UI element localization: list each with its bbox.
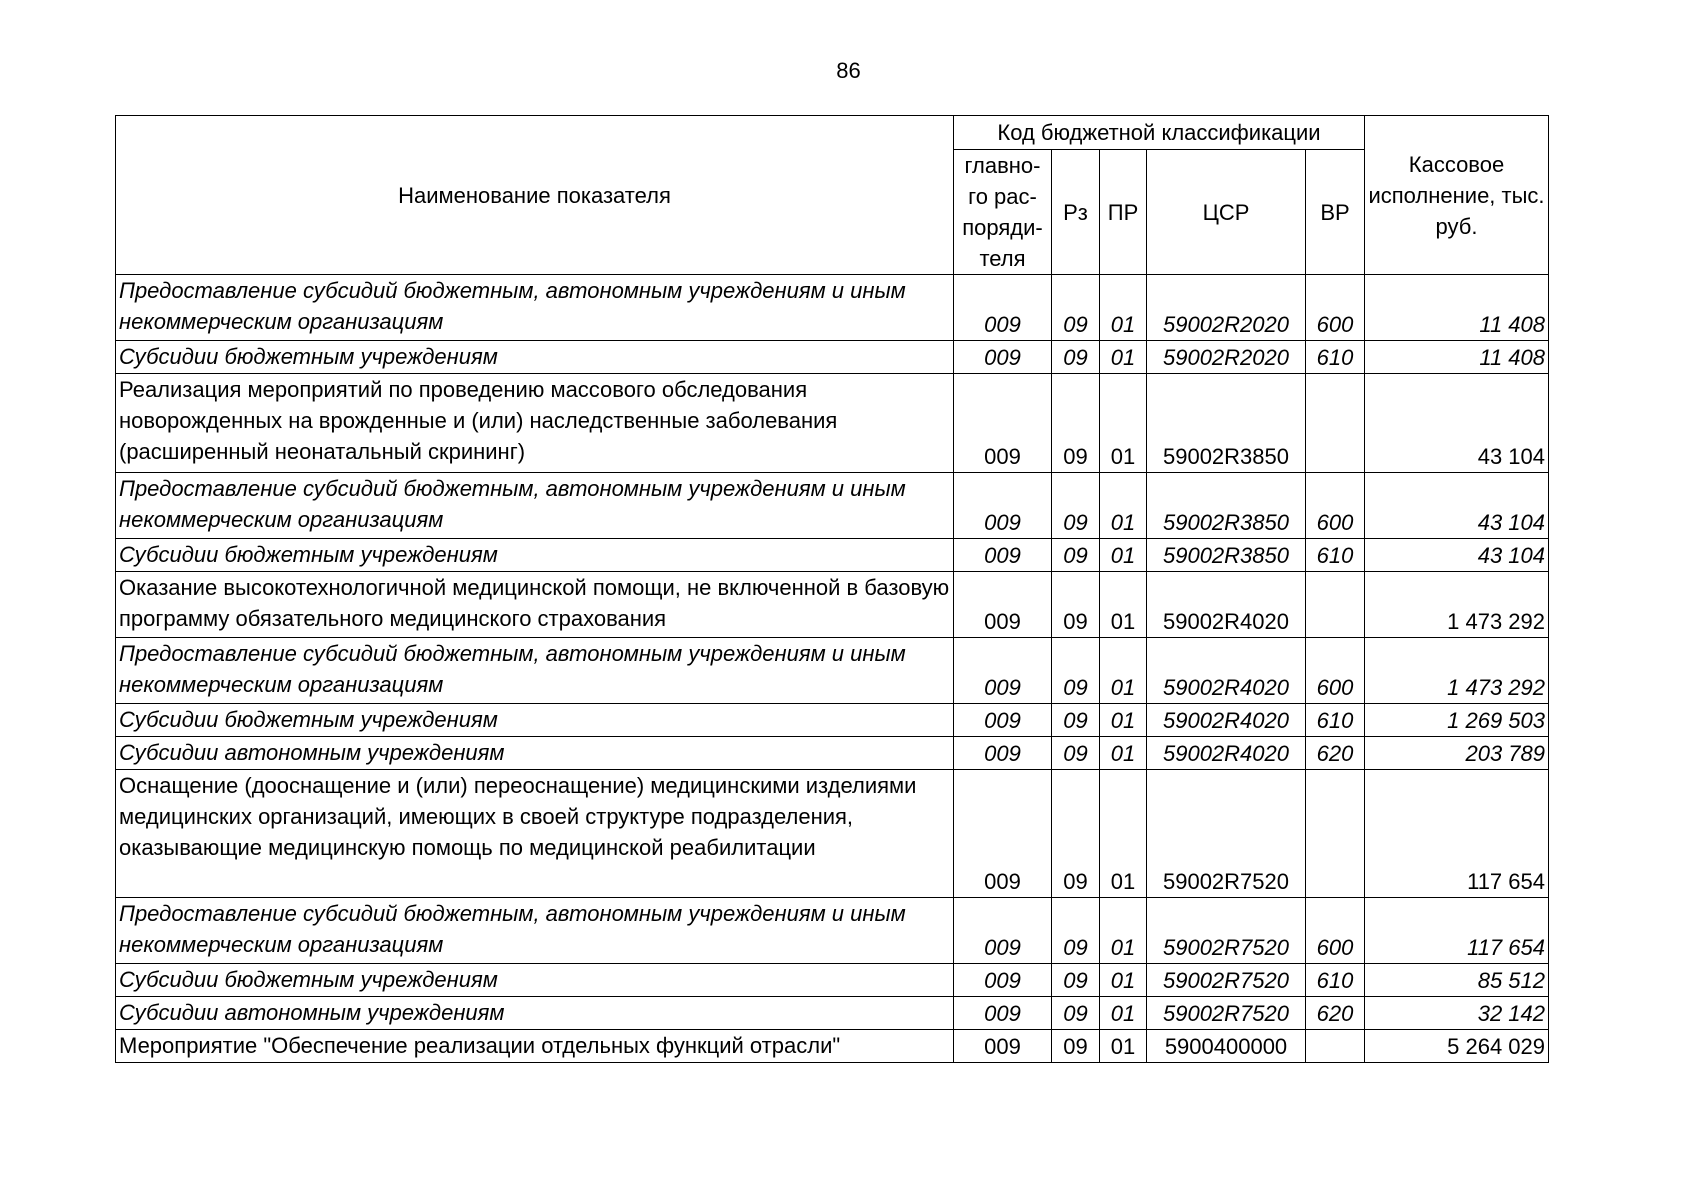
table-header — [116, 116, 1549, 275]
cell-csr: 59002R3850 — [1147, 473, 1306, 539]
cell-amount: 43 104 — [1365, 374, 1549, 473]
cell-name: Субсидии бюджетным учреждениям — [116, 704, 954, 737]
cell-pr: 01 — [1100, 898, 1147, 964]
cell-name: Предоставление субсидий бюджетным, автономным учреждениям и иным некоммерческим организациям — [116, 473, 954, 539]
cell-pr: 01 — [1100, 770, 1147, 898]
cell-pr: 01 — [1100, 964, 1147, 997]
cell-vr: 610 — [1306, 704, 1365, 737]
cell-csr: 59002R7520 — [1147, 770, 1306, 898]
table-row — [116, 737, 1549, 770]
cell-rz: 09 — [1052, 737, 1100, 770]
cell-csr: 59002R4020 — [1147, 638, 1306, 704]
header-classification: Код бюджетной классификации — [954, 116, 1365, 150]
cell-rz: 09 — [1052, 898, 1100, 964]
cell-rz: 09 — [1052, 473, 1100, 539]
header-amount: Кассовое исполнение, тыс. руб. — [1365, 116, 1549, 275]
cell-csr: 59002R4020 — [1147, 704, 1306, 737]
cell-vr: 610 — [1306, 539, 1365, 572]
table-row — [116, 704, 1549, 737]
header-rz: Рз — [1052, 150, 1100, 275]
cell-name: Оказание высокотехнологичной медицинской помощи, не включенной в базовую программу обязательного медицинского страхования — [116, 572, 954, 638]
cell-pr: 01 — [1100, 275, 1147, 341]
header-pr: ПР — [1100, 150, 1147, 275]
cell-name: Субсидии автономным учреждениям — [116, 997, 954, 1030]
cell-vr — [1306, 770, 1365, 898]
cell-vr — [1306, 374, 1365, 473]
cell-csr: 59002R7520 — [1147, 964, 1306, 997]
cell-csr: 59002R7520 — [1147, 898, 1306, 964]
cell-name: Предоставление субсидий бюджетным, автономным учреждениям и иным некоммерческим организациям — [116, 638, 954, 704]
table-body — [116, 275, 1549, 1063]
cell-amount: 1 269 503 — [1365, 704, 1549, 737]
cell-amount: 43 104 — [1365, 473, 1549, 539]
cell-amount: 11 408 — [1365, 341, 1549, 374]
cell-csr: 59002R3850 — [1147, 539, 1306, 572]
cell-vr: 620 — [1306, 997, 1365, 1030]
cell-csr: 59002R2020 — [1147, 341, 1306, 374]
cell-pr: 01 — [1100, 704, 1147, 737]
cell-vr: 620 — [1306, 737, 1365, 770]
cell-amount: 43 104 — [1365, 539, 1549, 572]
cell-csr: 5900400000 — [1147, 1030, 1306, 1063]
cell-amount: 85 512 — [1365, 964, 1549, 997]
cell-pr: 01 — [1100, 341, 1147, 374]
cell-amount: 5 264 029 — [1365, 1030, 1549, 1063]
cell-vr: 600 — [1306, 275, 1365, 341]
table-row — [116, 638, 1549, 704]
cell-csr: 59002R4020 — [1147, 737, 1306, 770]
page-number: 86 — [836, 58, 861, 83]
cell-grbs: 009 — [954, 964, 1052, 997]
cell-grbs: 009 — [954, 737, 1052, 770]
cell-pr: 01 — [1100, 374, 1147, 473]
table-row — [116, 539, 1549, 572]
cell-csr: 59002R2020 — [1147, 275, 1306, 341]
cell-pr: 01 — [1100, 539, 1147, 572]
cell-rz: 09 — [1052, 997, 1100, 1030]
cell-rz: 09 — [1052, 704, 1100, 737]
cell-amount: 117 654 — [1365, 898, 1549, 964]
budget-table — [115, 115, 1549, 1063]
cell-csr: 59002R7520 — [1147, 997, 1306, 1030]
cell-rz: 09 — [1052, 275, 1100, 341]
cell-grbs: 009 — [954, 341, 1052, 374]
cell-name: Субсидии бюджетным учреждениям — [116, 539, 954, 572]
cell-grbs: 009 — [954, 638, 1052, 704]
cell-pr: 01 — [1100, 1030, 1147, 1063]
table-row — [116, 1030, 1549, 1063]
cell-amount: 11 408 — [1365, 275, 1549, 341]
cell-amount: 32 142 — [1365, 997, 1549, 1030]
cell-amount: 1 473 292 — [1365, 638, 1549, 704]
cell-vr: 610 — [1306, 341, 1365, 374]
table-row — [116, 341, 1549, 374]
cell-amount: 1 473 292 — [1365, 572, 1549, 638]
cell-grbs: 009 — [954, 770, 1052, 898]
cell-pr: 01 — [1100, 572, 1147, 638]
cell-rz: 09 — [1052, 572, 1100, 638]
cell-vr: 600 — [1306, 898, 1365, 964]
cell-name: Субсидии автономным учреждениям — [116, 737, 954, 770]
header-vr: ВР — [1306, 150, 1365, 275]
cell-grbs: 009 — [954, 275, 1052, 341]
cell-grbs: 009 — [954, 572, 1052, 638]
cell-grbs: 009 — [954, 374, 1052, 473]
cell-pr: 01 — [1100, 638, 1147, 704]
header-csr: ЦСР — [1147, 150, 1306, 275]
cell-vr — [1306, 572, 1365, 638]
cell-name: Мероприятие "Обеспечение реализации отдельных функций отрасли" — [116, 1030, 954, 1063]
cell-amount: 117 654 — [1365, 770, 1549, 898]
cell-rz: 09 — [1052, 539, 1100, 572]
cell-vr: 600 — [1306, 473, 1365, 539]
cell-grbs: 009 — [954, 539, 1052, 572]
cell-csr: 59002R4020 — [1147, 572, 1306, 638]
cell-grbs: 009 — [954, 1030, 1052, 1063]
cell-grbs: 009 — [954, 704, 1052, 737]
cell-grbs: 009 — [954, 473, 1052, 539]
cell-name: Оснащение (дооснащение и (или) переоснащение) медицинскими изделиями медицинских организаций, имеющих в своей структуре подразделения, оказывающие медицинскую помощь по медицинской реабилитации — [116, 770, 954, 898]
cell-name: Субсидии бюджетным учреждениям — [116, 341, 954, 374]
cell-name: Предоставление субсидий бюджетным, автономным учреждениям и иным некоммерческим организациям — [116, 275, 954, 341]
cell-name: Предоставление субсидий бюджетным, автономным учреждениям и иным некоммерческим организациям — [116, 898, 954, 964]
cell-rz: 09 — [1052, 638, 1100, 704]
table-row — [116, 473, 1549, 539]
cell-rz: 09 — [1052, 341, 1100, 374]
table-row — [116, 770, 1549, 898]
header-name: Наименование показателя — [116, 116, 954, 275]
cell-rz: 09 — [1052, 1030, 1100, 1063]
cell-rz: 09 — [1052, 374, 1100, 473]
cell-vr — [1306, 1030, 1365, 1063]
cell-vr: 610 — [1306, 964, 1365, 997]
table-row — [116, 964, 1549, 997]
cell-rz: 09 — [1052, 964, 1100, 997]
cell-grbs: 009 — [954, 898, 1052, 964]
cell-pr: 01 — [1100, 997, 1147, 1030]
cell-name: Субсидии бюджетным учреждениям — [116, 964, 954, 997]
header-grbs: главно-го рас-поряди-теля — [954, 150, 1052, 275]
table-row — [116, 572, 1549, 638]
table-row — [116, 374, 1549, 473]
cell-grbs: 009 — [954, 997, 1052, 1030]
cell-amount: 203 789 — [1365, 737, 1549, 770]
table-row — [116, 997, 1549, 1030]
table-row — [116, 898, 1549, 964]
cell-csr: 59002R3850 — [1147, 374, 1306, 473]
table-row — [116, 275, 1549, 341]
cell-name: Реализация мероприятий по проведению массового обследования новорожденных на врожденные и (или) наследственные заболевания (расширенный неонатальный скрининг) — [116, 374, 954, 473]
cell-pr: 01 — [1100, 737, 1147, 770]
cell-rz: 09 — [1052, 770, 1100, 898]
cell-vr: 600 — [1306, 638, 1365, 704]
cell-pr: 01 — [1100, 473, 1147, 539]
